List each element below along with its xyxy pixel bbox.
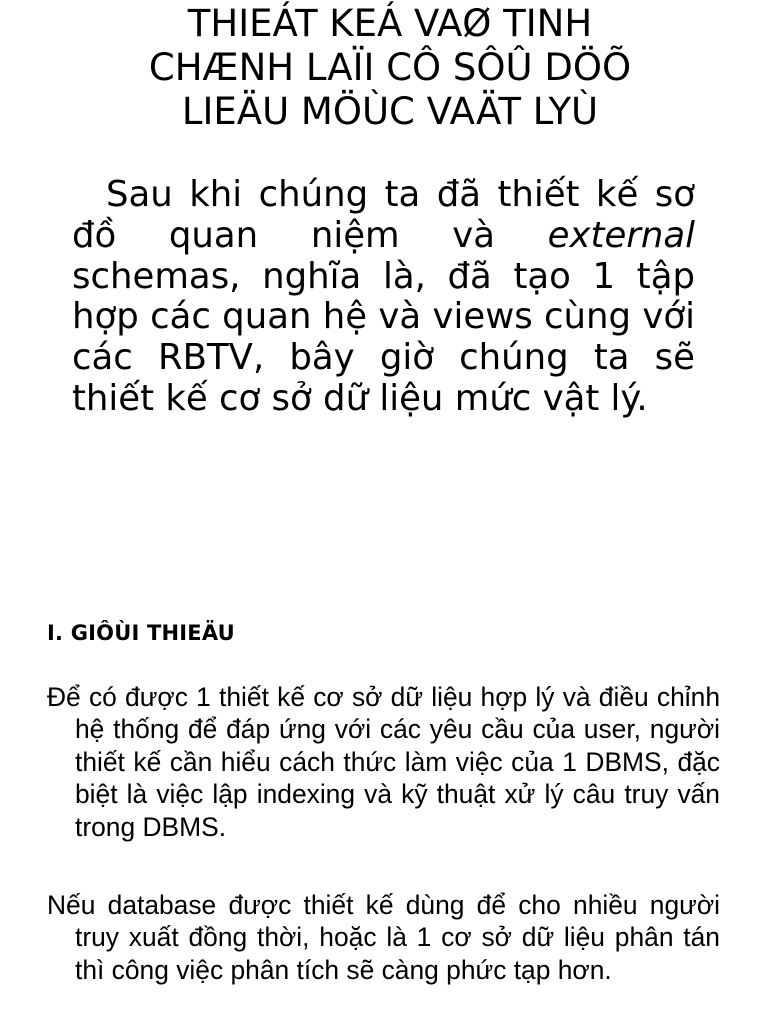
title-line-2: CHÆNH LAÏI CÔ SÔÛ DÖÕ <box>148 46 632 89</box>
intro-emphasis: external <box>547 214 695 256</box>
intro-text-before: Sau khi chúng ta đã thiết kế sơ đồ quan niệm và <box>72 174 695 256</box>
document-title <box>60 2 720 134</box>
section-heading: I. GIÔÙI THIEÄU <box>47 621 235 645</box>
intro-paragraph <box>72 175 695 420</box>
title-line-3: LIEÄU MÖÙC VAÄT LYÙ <box>181 90 599 133</box>
body-paragraph-2: Nếu database được thiết kế dùng để cho nhiều người truy xuất đồng thời, hoặc là 1 cơ sở dữ liệu phân tán thì công việc phân tích sẽ càng phức tạp hơn. <box>47 890 720 985</box>
intro-text-after: schemas, nghĩa là, đã tạo 1 tập hợp các quan hệ và views cùng với các RBTV, bây giờ chúng ta sẽ thiết kế cơ sở dữ liệu mức vật lý. <box>72 255 695 419</box>
body-paragraph-1: Để có được 1 thiết kế cơ sở dữ liệu hợp lý và điều chỉnh hệ thống để đáp ứng với các yêu cầu của user, người thiết kế cần hiểu cách thức làm việc của 1 DBMS, đặc biệt là việc lập indexing và kỹ thuật xử lý câu truy vấn trong DBMS. <box>47 682 720 842</box>
title-line-1: THIEÁT KEÁ VAØ TINH <box>187 2 593 45</box>
